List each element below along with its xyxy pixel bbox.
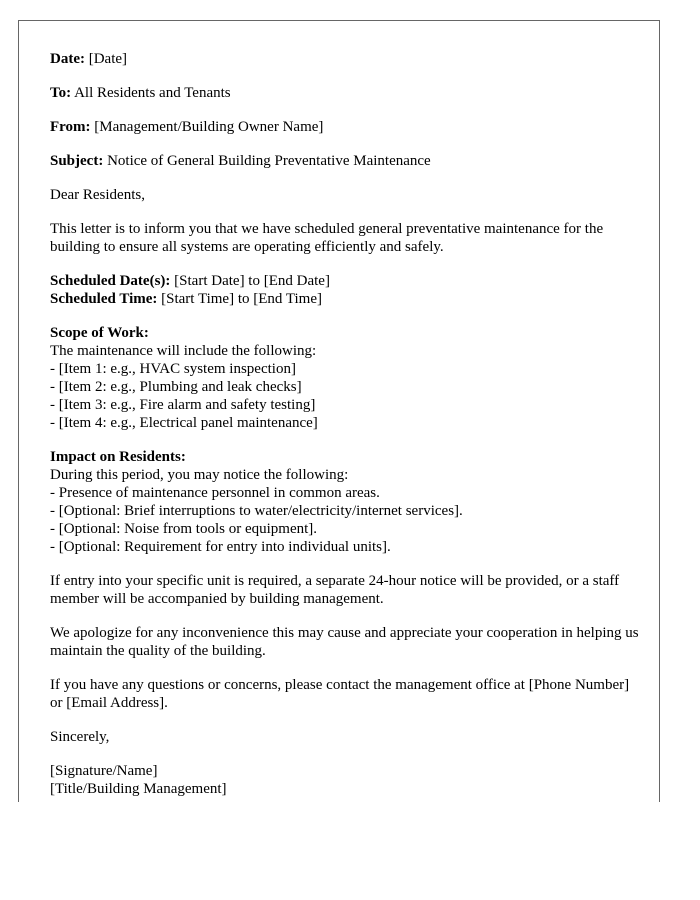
date-value: [Date] <box>88 51 128 67</box>
list-item: - [Item 1: e.g., HVAC system inspection] <box>50 361 296 377</box>
date-line <box>50 50 640 68</box>
intro-paragraph: This letter is to inform you that we have scheduled general preventative maintenance for the building to ensure all systems are operating efficiently and safely. <box>50 221 604 255</box>
scope-lead: The maintenance will include the following: <box>50 343 317 359</box>
to-label: To: <box>50 85 72 101</box>
scope-section <box>50 324 640 432</box>
list-item: - [Optional: Noise from tools or equipment]. <box>50 521 318 537</box>
list-item: - [Item 3: e.g., Fire alarm and safety testing] <box>50 397 316 413</box>
scheduled-date-label: Scheduled Date(s): <box>50 273 171 289</box>
from-value: [Management/Building Owner Name] <box>94 119 324 135</box>
from-line <box>50 118 640 136</box>
signature-title: [Title/Building Management] <box>50 781 227 797</box>
contact-paragraph: If you have any questions or concerns, please contact the management office at [Phone Number] or [Email Address]. <box>50 677 630 711</box>
signature-name: [Signature/Name] <box>50 763 158 779</box>
subject-line <box>50 152 640 170</box>
scheduled-time-value: [Start Time] to [End Time] <box>161 291 322 307</box>
greeting: Dear Residents, <box>50 187 145 203</box>
apology-paragraph: We apologize for any inconvenience this may cause and appreciate your cooperation in helping us maintain the quality of the building. <box>50 625 639 659</box>
impact-heading: Impact on Residents: <box>50 449 186 465</box>
letter-content <box>50 50 640 802</box>
schedule-block <box>50 272 640 308</box>
impact-section <box>50 448 640 556</box>
list-item: - [Optional: Brief interruptions to water/electricity/internet services]. <box>50 503 463 519</box>
impact-lead: During this period, you may notice the following: <box>50 467 349 483</box>
to-value: All Residents and Tenants <box>74 85 231 101</box>
scheduled-date-value: [Start Date] to [End Date] <box>174 273 330 289</box>
list-item: - [Item 2: e.g., Plumbing and leak checks] <box>50 379 302 395</box>
scope-heading: Scope of Work: <box>50 325 149 341</box>
list-item: - Presence of maintenance personnel in common areas. <box>50 485 380 501</box>
list-item: - [Optional: Requirement for entry into individual units]. <box>50 539 391 555</box>
signature-block <box>50 762 640 798</box>
letter-page <box>18 20 660 802</box>
subject-value: Notice of General Building Preventative Maintenance <box>107 153 431 169</box>
scheduled-time-label: Scheduled Time: <box>50 291 158 307</box>
closing: Sincerely, <box>50 729 110 745</box>
date-label: Date: <box>50 51 85 67</box>
from-label: From: <box>50 119 91 135</box>
scheduled-date-line <box>50 272 640 290</box>
scheduled-time-line <box>50 290 640 308</box>
to-line <box>50 84 640 102</box>
subject-label: Subject: <box>50 153 104 169</box>
entry-note-paragraph: If entry into your specific unit is required, a separate 24-hour notice will be provided, or a staff member will be accompanied by building management. <box>50 573 620 607</box>
list-item: - [Item 4: e.g., Electrical panel maintenance] <box>50 415 318 431</box>
